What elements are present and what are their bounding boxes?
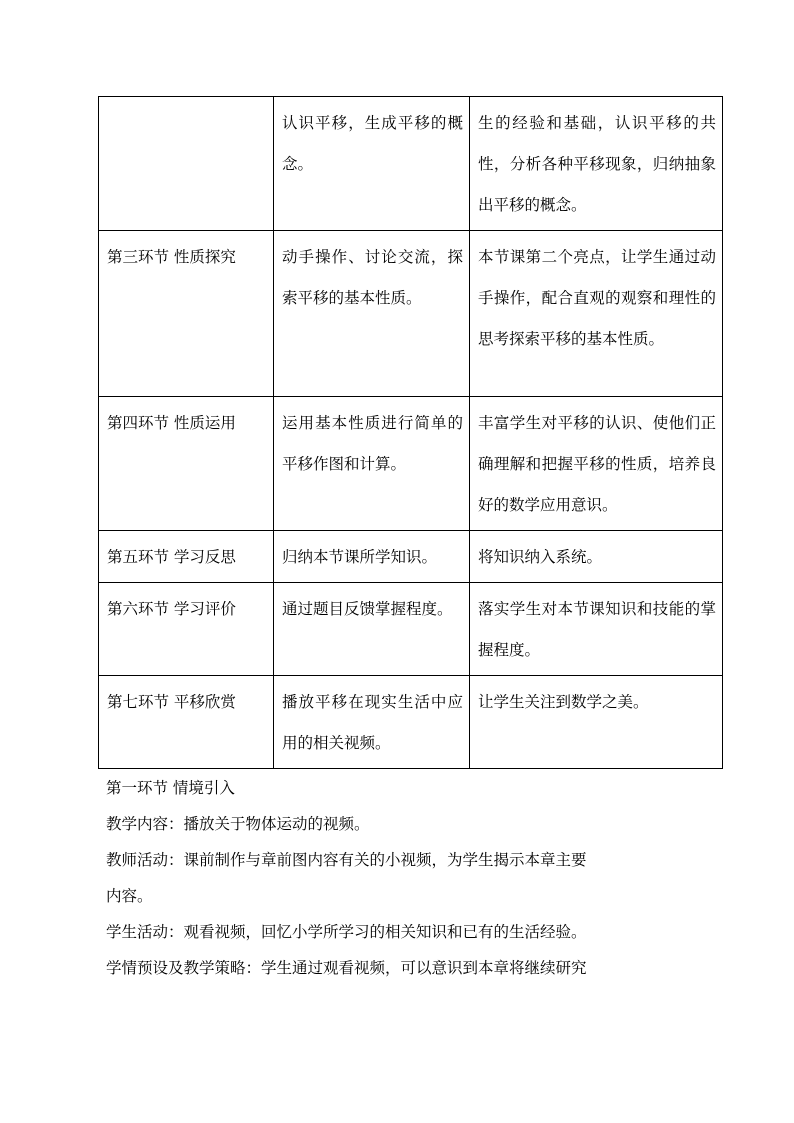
section-heading: 第一环节 情境引入 [106,779,235,797]
table-row [99,583,723,676]
stage-cell: 第七环节 平移欣赏 [99,676,274,769]
strategy-paragraph: 学情预设及教学策略：学生通过观看视频，可以意识到本章将继续研究 [106,959,587,977]
intent-cell: 生的经验和基础，认识平移的共性，分析各种平移现象，归纳抽象出平移的概念。 [470,97,723,231]
content-cell: 动手操作、讨论交流，探索平移的基本性质。 [274,231,470,397]
student-activity-paragraph: 学生活动：观看视频，回忆小学所学习的相关知识和已有的生活经验。 [106,923,587,941]
table-row [99,531,723,583]
stage-cell: 第五环节 学习反思 [99,531,274,583]
table-row [99,397,723,531]
table-row [99,231,723,397]
intent-cell: 本节课第二个亮点，让学生通过动手操作，配合直观的观察和理性的思考探索平移的基本性质。 [470,231,723,397]
lesson-plan-table [98,96,723,769]
table-row [99,97,723,231]
content-cell: 归纳本节课所学知识。 [274,531,470,583]
intent-cell: 落实学生对本节课知识和技能的掌握程度。 [470,583,723,676]
intent-cell: 让学生关注到数学之美。 [470,676,723,769]
content-cell: 通过题目反馈掌握程度。 [274,583,470,676]
intent-cell: 将知识纳入系统。 [470,531,723,583]
stage-cell: 第四环节 性质运用 [99,397,274,531]
teaching-content-paragraph: 教学内容：播放关于物体运动的视频。 [106,815,370,833]
table-row [99,676,723,769]
stage-cell: 第六环节 学习评价 [99,583,274,676]
teacher-activity-paragraph: 教师活动：课前制作与章前图内容有关的小视频，为学生揭示本章主要 [106,851,587,869]
section-body [106,770,706,986]
content-cell: 播放平移在现实生活中应用的相关视频。 [274,676,470,769]
content-cell: 认识平移，生成平移的概念。 [274,97,470,231]
stage-cell: 第三环节 性质探究 [99,231,274,397]
teacher-activity-continuation: 内容。 [106,887,153,905]
content-cell: 运用基本性质进行简单的平移作图和计算。 [274,397,470,531]
intent-cell: 丰富学生对平移的认识、使他们正确理解和把握平移的性质，培养良好的数学应用意识。 [470,397,723,531]
stage-cell [99,97,274,231]
